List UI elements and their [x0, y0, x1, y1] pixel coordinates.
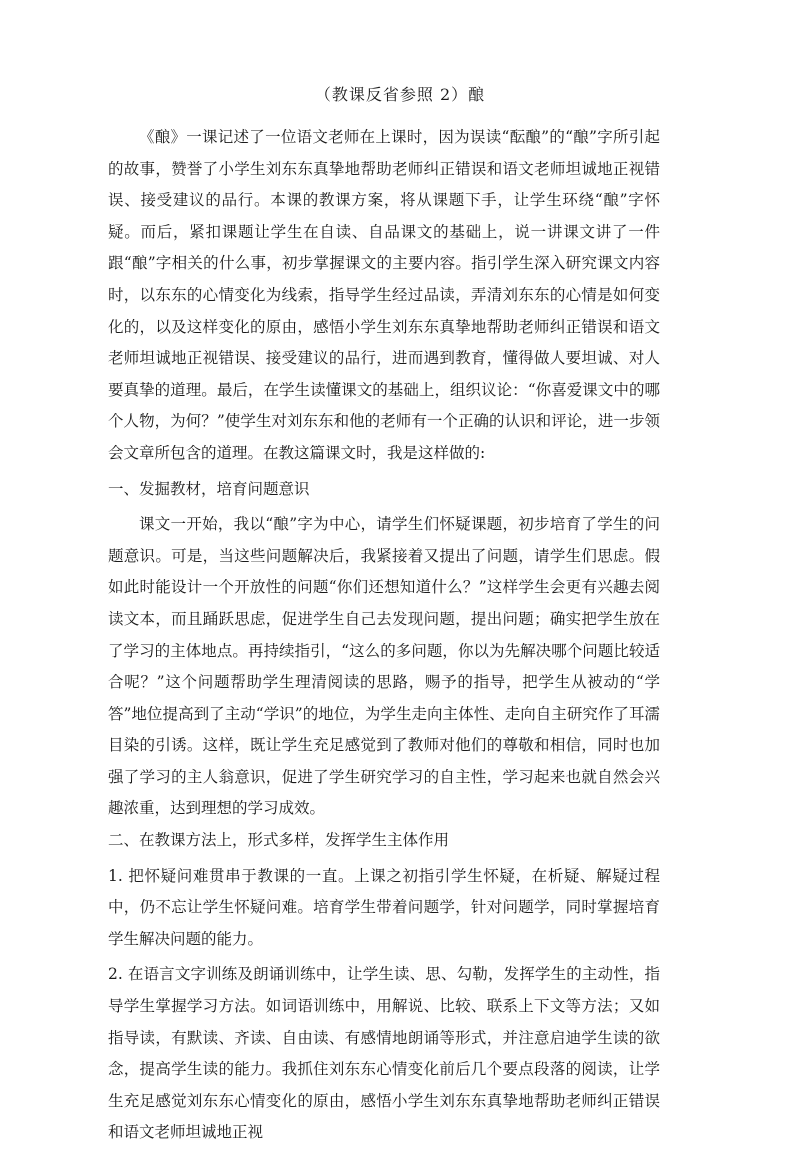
section-heading-1: 一、发掘教材，培育问题意识 [108, 479, 310, 498]
numbered-item-1: 1. 把怀疑问难贯串于教课的一直。上课之初指引学生怀疑，在析疑、解疑过程中，仍不忘让学生怀疑问难。培育学生带着问题学，针对问题学，同时掌握培育学生解决问题的能力。 [108, 866, 660, 948]
document-body [108, 122, 660, 1149]
paragraph-section-1: 课文一开始，我以“酿”字为中心，请学生们怀疑课题，初步培育了学生的问题意识。可是，当这些问题解决后，我紧接着又提出了问题，请学生们思虑。假如此时能设计一个开放性的问题“你们还想知道什么？”这样学生会更有兴趣去阅读文本，而且踊跃思虑，促进学生自己去发现问题，提出问题；确实把学生放在了学习的主体地点。再持续指引，“这么的多问题，你以为先解决哪个问题比较适合呢？”这个问题帮助学生理清阅读的思路，赐予的指导，把学生从被动的“学答”地位提高到了主动“学识”的地位，为学生走向主体性、走向自主研究作了耳濡目染的引诱。这样，既让学生充足感觉到了教师对他们的尊敬和相信，同时也加强了学习的主人翁意识，促进了学生研究学习的自主性，学习起来也就自然会兴趣浓重，达到理想的学习成效。 [108, 515, 660, 818]
paragraph-intro: 《酿》一课记述了一位语文老师在上课时，因为误读“酝酿”的“酿”字所引起的故事，赞誉了小学生刘东东真挚地帮助老师纠正错误和语文老师坦诚地正视错误、接受建议的品行。本课的教课方案，将从课题下手，让学生环绕“酿”字怀疑。而后，紧扣课题让学生在自读、自品课文的基础上，说一讲课文讲了一件跟“酿”字相关的什么事，初步掌握课文的主要内容。指引学生深入研究课文内容时，以东东的心情变化为线索，指导学生经过品读，弄清刘东东的心情是如何变化的，以及这样变化的原由，感悟小学生刘东东真挚地帮助老师纠正错误和语文老师坦诚地正视错误、接受建议的品行，进而遇到教育，懂得做人要坦诚、对人要真挚的道理。最后，在学生读懂课文的基础上，组织议论：“你喜爱课文中的哪个人物，为何？”使学生对刘东东和他的老师有一个正确的认识和评论，进一步领会文章所包含的道理。在教这篇课文时，我是这样做的: [108, 128, 660, 462]
section-heading-2: 二、在教课方法上，形式多样，发挥学生主体作用 [108, 831, 450, 850]
document-title: （教课反省参照 2）酿 [314, 85, 486, 104]
numbered-item-2: 2. 在语言文字训练及朗诵训练中，让学生读、思、勾勒，发挥学生的主动性，指导学生掌握学习方法。如词语训练中，用解说、比较、联系上下文等方法；又如指导读，有默读、齐读、自由读、有感情地朗诵等形式，并注意启迪学生读的欲念，提高学生读的能力。我抓住刘东东心情变化前后几个要点段落的阅读，让学生充足感觉刘东东心情变化的原由，感悟小学生刘东东真挚地帮助老师纠正错误和语文老师坦诚地正视 [108, 965, 660, 1142]
